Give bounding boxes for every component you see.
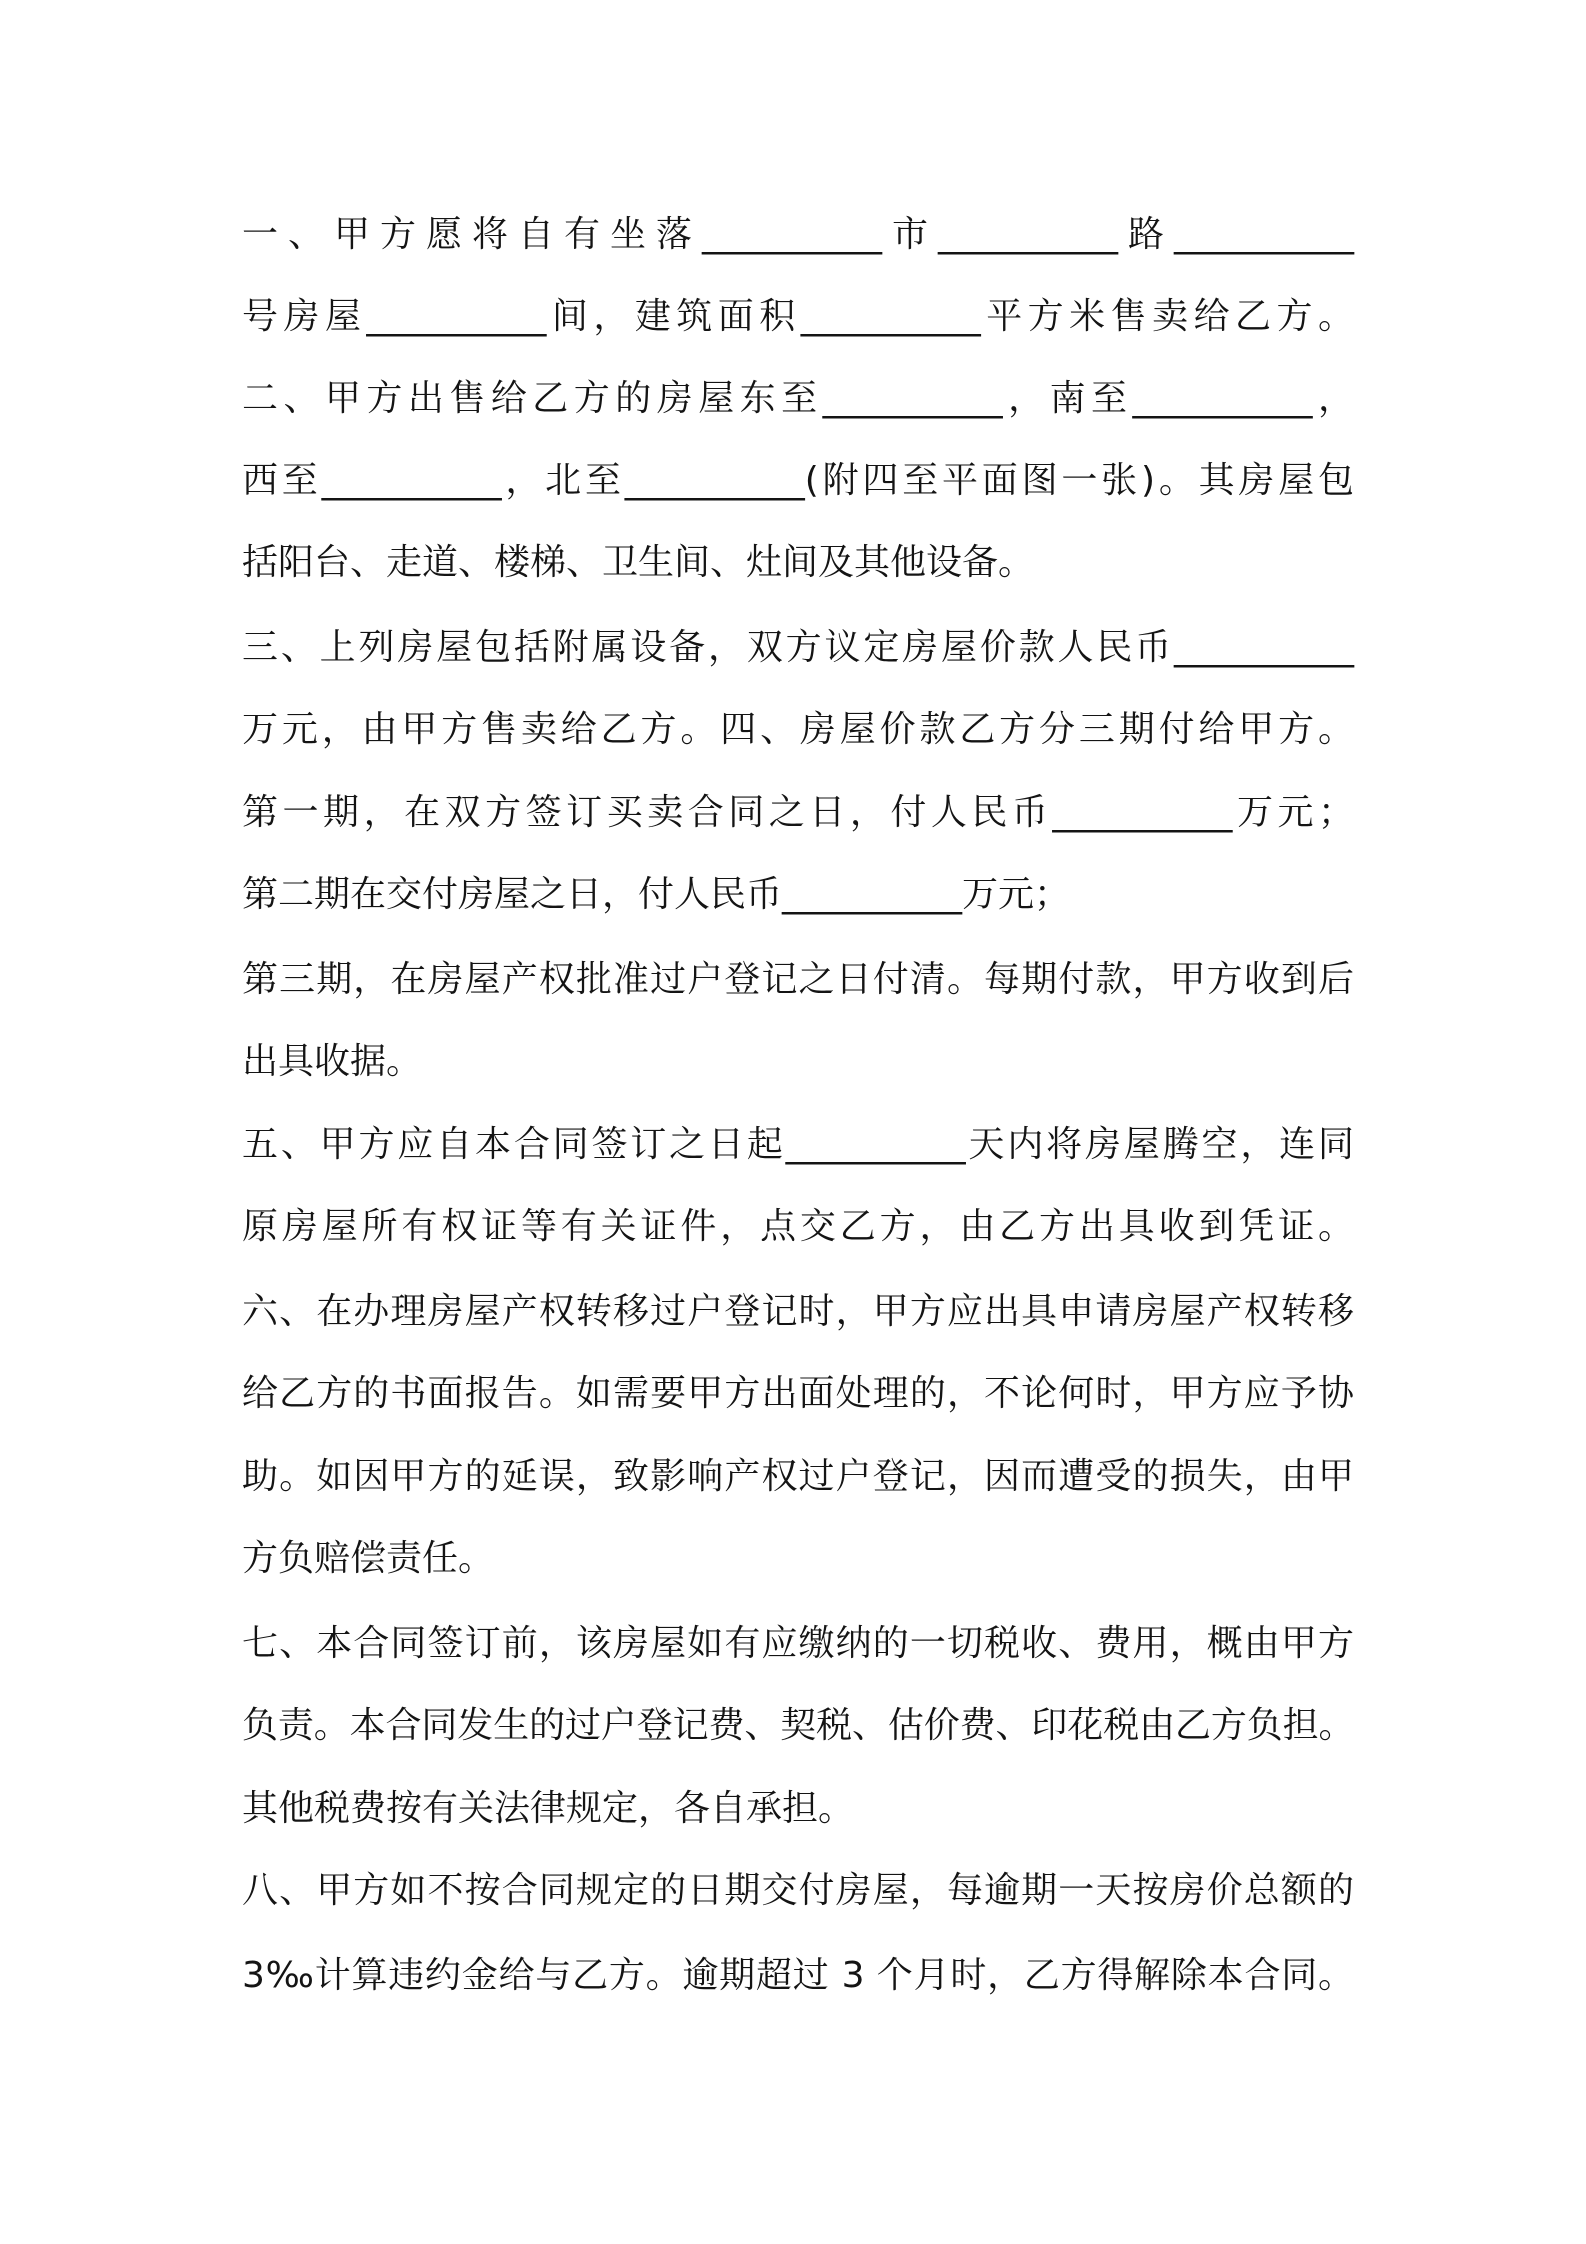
clause-8-line-2: 3‰计算违约金给与乙方。逾期超过 3 个月时，乙方得解除本合同。: [242, 1955, 1354, 1996]
clause-1-line-1: 一、甲方愿将自有坐落__________市__________路__________: [242, 214, 1354, 255]
clause-8-line-1: 八、甲方如不按合同规定的日期交付房屋，每逾期一天按房价总额的: [242, 1870, 1354, 1911]
clause-1-line-2: 号房屋__________间，建筑面积__________平方米售卖给乙方。: [242, 296, 1354, 337]
payment-second-line: 第二期在交付房屋之日，付人民币__________万元；: [242, 874, 1071, 915]
clause-6-line-3: 助。如因甲方的延误，致影响产权过户登记，因而遭受的损失，由甲: [242, 1456, 1354, 1497]
clause-6-line-1: 六、在办理房屋产权转移过户登记时，甲方应出具申请房屋产权转移: [242, 1291, 1354, 1332]
payment-third-line-2: 出具收据。: [242, 1041, 423, 1082]
clause-3-line-2: 万元，由甲方售卖给乙方。四、房屋价款乙方分三期付给甲方。: [242, 709, 1354, 750]
clause-6-line-4: 方负赔偿责任。: [242, 1538, 495, 1579]
clause-2-line-3: 括阳台、走道、楼梯、卫生间、灶间及其他设备。: [242, 542, 1035, 583]
clause-5-line-2: 原房屋所有权证等有关证件，点交乙方，由乙方出具收到凭证。: [242, 1206, 1354, 1247]
clause-7-line-3: 其他税费按有关法律规定，各自承担。: [242, 1788, 855, 1829]
payment-first-line: 第一期，在双方签订买卖合同之日，付人民币__________万元；: [242, 792, 1354, 833]
clause-5-line-1: 五、甲方应自本合同签订之日起__________天内将房屋腾空，连同: [242, 1124, 1354, 1165]
payment-third-line-1: 第三期，在房屋产权批准过户登记之日付清。每期付款，甲方收到后: [242, 959, 1354, 1000]
clause-7-line-1: 七、本合同签订前，该房屋如有应缴纳的一切税收、费用，概由甲方: [242, 1623, 1354, 1664]
clause-2-line-1: 二、甲方出售给乙方的房屋东至__________，南至__________，: [242, 378, 1354, 419]
clause-7-line-2: 负责。本合同发生的过户登记费、契税、估价费、印花税由乙方负担。: [242, 1705, 1354, 1746]
clause-2-line-2: 西至__________，北至__________(附四至平面图一张)。其房屋包: [242, 460, 1354, 501]
clause-3-line-1: 三、上列房屋包括附属设备，双方议定房屋价款人民币__________: [242, 627, 1354, 668]
clause-6-line-2: 给乙方的书面报告。如需要甲方出面处理的，不论何时，甲方应予协: [242, 1373, 1354, 1414]
